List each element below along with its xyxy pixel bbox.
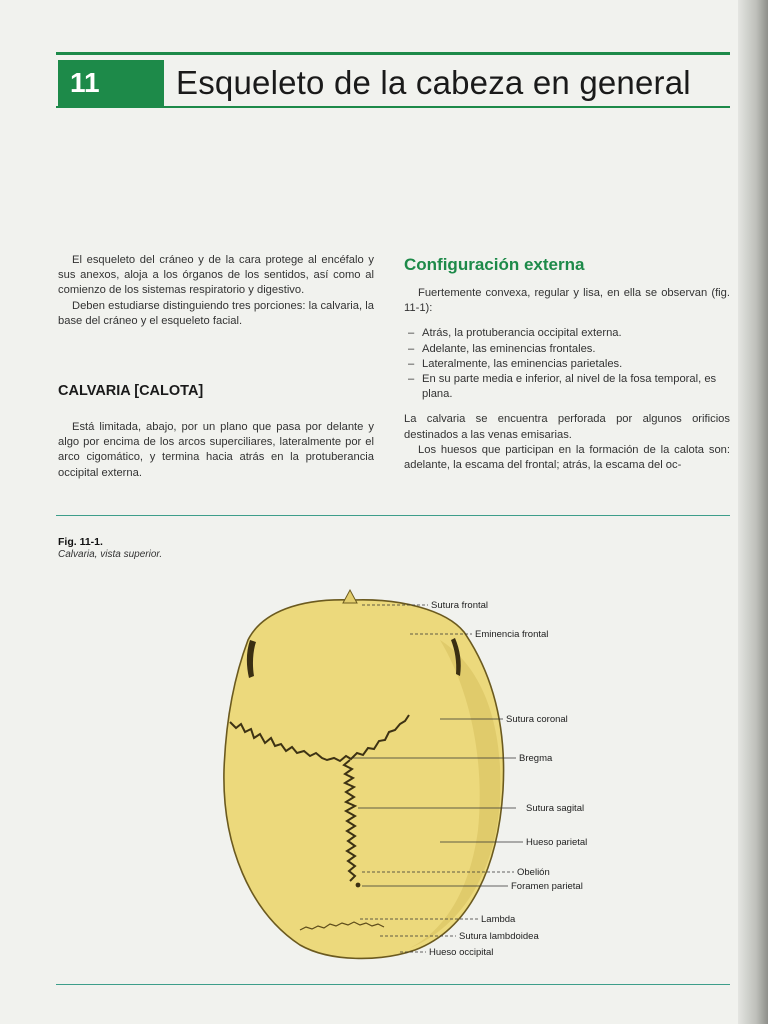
- label-sutura-lambdoidea: Sutura lambdoidea: [459, 931, 539, 942]
- intro-paragraph-1: El esqueleto del cráneo y de la cara protege al encéfalo y sus anexos, aloja a los órganos de los sentidos, así como al comienzo de los sistemas respiratorio y digestivo.: [58, 254, 374, 297]
- chapter-number: 11: [58, 60, 164, 106]
- label-sutura-coronal: Sutura coronal: [506, 714, 568, 725]
- parietal-foramen: [356, 883, 361, 888]
- label-hueso-occipital: Hueso occipital: [429, 947, 494, 958]
- intro-paragraph-2: Deben estudiarse distinguiendo tres porciones: la calvaria, la base del cráneo y el esqueleto facial.: [58, 299, 374, 327]
- externa-paragraph-3: Los huesos que participan en la formación de la calota son: adelante, la escama del frontal; atrás, la escama del oc-: [404, 443, 730, 472]
- label-sutura-frontal: Sutura frontal: [431, 600, 489, 611]
- label-bregma: Bregma: [519, 753, 553, 764]
- list-item: – En su parte media e inferior, al nivel de la fosa temporal, es plana.: [404, 372, 730, 402]
- label-hueso-parietal: Hueso parietal: [526, 837, 588, 848]
- figure-number: Fig. 11-1.: [58, 536, 103, 548]
- label-foramen-parietal: Foramen parietal: [511, 881, 583, 892]
- externa-heading: Configuración externa: [404, 255, 585, 274]
- frontal-suture-tip: [343, 590, 357, 603]
- externa-intro: Fuertemente convexa, regular y lisa, en ella se observan (fig. 11-1):: [404, 287, 730, 315]
- externa-paragraph-2: La calvaria se encuentra perforada por algunos orificios destinados a las venas emisarias.: [404, 413, 730, 441]
- calvaria-paragraph: Está limitada, abajo, por un plano que pasa por delante y algo por encima de los arcos superciliares, lateralmente por el arco cigomático, y termina hacia atrás en la protuberancia occipital externa.: [58, 421, 374, 479]
- label-lambda: Lambda: [481, 914, 516, 925]
- calvaria-heading: CALVARIA [CALOTA]: [58, 383, 204, 399]
- list-item: – Adelante, las eminencias frontales.: [404, 342, 730, 357]
- list-item: – Lateralmente, las eminencias parietales.: [404, 357, 730, 372]
- label-obelion: Obelión: [517, 867, 550, 878]
- bottom-rule: [56, 984, 730, 985]
- list-item: – Atrás, la protuberancia occipital externa.: [404, 326, 730, 341]
- label-eminencia-frontal: Eminencia frontal: [475, 629, 549, 640]
- chapter-title: Esqueleto de la cabeza en general: [176, 64, 691, 101]
- label-sutura-sagital: Sutura sagital: [526, 803, 585, 814]
- figure-caption: Calvaria, vista superior.: [58, 549, 163, 560]
